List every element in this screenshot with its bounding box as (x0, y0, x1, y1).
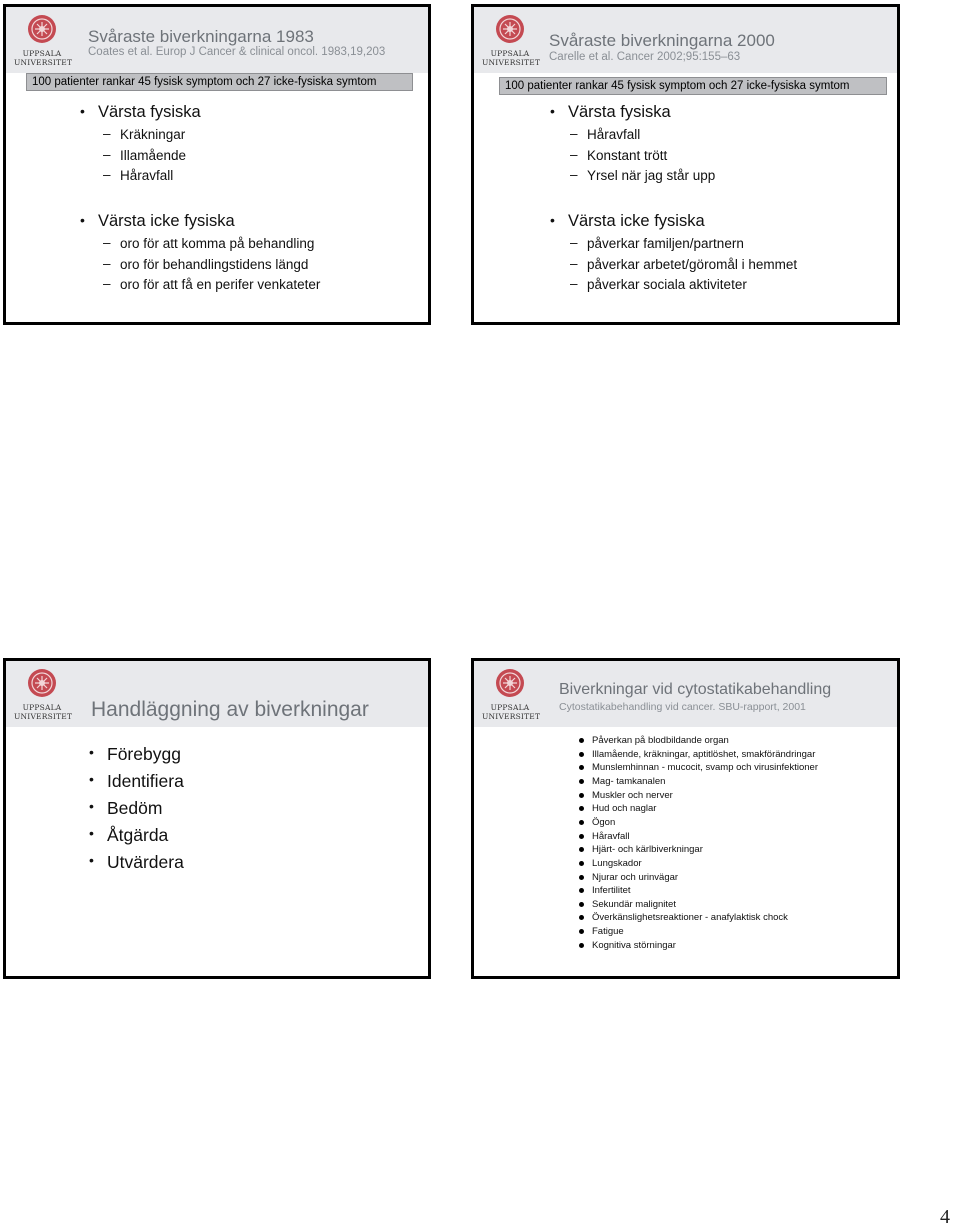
slide-2 (471, 4, 900, 325)
slide-banner: 100 patienter rankar 45 fysisk symptom och 27 icke-fysiska symtom (26, 73, 413, 91)
uppsala-logo (14, 667, 73, 723)
logo-text: UPPSALA UNIVERSITET (14, 49, 73, 67)
uppsala-logo (482, 667, 541, 723)
uppsala-logo (482, 13, 541, 69)
bullet-item: • Identifiera (89, 771, 184, 791)
bullet-icon (579, 902, 584, 907)
bullet-heading: • Värsta icke fysiska (550, 212, 705, 230)
bullet-subitem: – oro för att komma på behandling (103, 235, 315, 251)
list-item: Påverkan på blodbildande organ (592, 735, 729, 746)
slide-1 (3, 4, 431, 325)
slide-title: Biverkningar vid cytostatikabehandling (559, 681, 832, 698)
list-item: Lungskador (592, 858, 642, 869)
list-item: Mag- tamkanalen (592, 776, 665, 787)
bullet-item: • Förebygg (89, 744, 181, 764)
bullet-icon (579, 929, 584, 934)
bullet-subitem: – Håravfall (103, 167, 174, 183)
bullet-heading: • Värsta fysiska (80, 103, 201, 121)
slide-4 (471, 658, 900, 979)
bullet-icon (579, 765, 584, 770)
bullet-icon (579, 847, 584, 852)
page-number: 4 (940, 1206, 950, 1228)
list-item: Illamående, kräkningar, aptitlöshet, smakförändringar (592, 749, 815, 760)
logo-text: UPPSALA UNIVERSITET (14, 703, 73, 721)
bullet-subitem: – påverkar arbetet/göromål i hemmet (570, 256, 798, 272)
bullet-item: • Utvärdera (89, 852, 184, 872)
bullet-icon (579, 834, 584, 839)
list-item: Sekundär malignitet (592, 899, 676, 910)
bullet-icon (579, 806, 584, 811)
bullet-icon (579, 888, 584, 893)
bullet-subitem: – Konstant trött (570, 147, 668, 163)
slide-subtitle: Coates et al. Europ J Cancer & clinical oncol. 1983,19,203 (88, 46, 386, 58)
bullet-subitem: – Yrsel när jag står upp (570, 167, 716, 183)
slide-3 (3, 658, 431, 979)
list-item: Infertilitet (592, 885, 631, 896)
bullet-icon (579, 779, 584, 784)
bullet-icon (579, 738, 584, 743)
slide-title: Svåraste biverkningarna 1983 (88, 27, 314, 46)
uppsala-logo (14, 13, 73, 69)
slide-subtitle: Carelle et al. Cancer 2002;95:155–63 (549, 51, 741, 63)
logo-text: UPPSALA UNIVERSITET (482, 703, 541, 721)
slide-banner: 100 patienter rankar 45 fysisk symptom och 27 icke-fysiska symtom (499, 77, 887, 95)
bullet-subitem: – Kräkningar (103, 126, 186, 142)
bullet-item: • Bedöm (89, 798, 163, 818)
bullet-icon (579, 943, 584, 948)
bullet-icon (579, 915, 584, 920)
slide-subtitle: Cytostatikabehandling vid cancer. SBU-rapport, 2001 (559, 701, 806, 713)
slide-title: Svåraste biverkningarna 2000 (549, 31, 775, 50)
bullet-icon (579, 861, 584, 866)
bullet-subitem: – oro för behandlingstidens längd (103, 256, 309, 272)
university-seal-icon (27, 13, 57, 47)
list-item: Håravfall (592, 831, 630, 842)
university-seal-icon (495, 13, 525, 47)
slide-title: Handläggning av biverkningar (91, 698, 369, 721)
logo-text: UPPSALA UNIVERSITET (482, 49, 541, 67)
list-item: Ögon (592, 817, 615, 828)
bullet-heading: • Värsta icke fysiska (80, 212, 235, 230)
list-item: Hjärt- och kärlbiverkningar (592, 844, 703, 855)
bullet-icon (579, 752, 584, 757)
bullet-item: • Åtgärda (89, 825, 169, 845)
list-item: Munslemhinnan - mucocit, svamp och virusinfektioner (592, 762, 818, 773)
university-seal-icon (495, 667, 525, 701)
list-item: Fatigue (592, 926, 624, 937)
bullet-subitem: – Håravfall (570, 126, 641, 142)
bullet-icon (579, 793, 584, 798)
bullet-heading: • Värsta fysiska (550, 103, 671, 121)
list-item: Överkänslighetsreaktioner - anafylaktisk chock (592, 912, 788, 923)
list-item: Hud och naglar (592, 803, 656, 814)
bullet-icon (579, 820, 584, 825)
bullet-icon (579, 875, 584, 880)
list-item: Kognitiva störningar (592, 940, 676, 951)
bullet-subitem: – påverkar familjen/partnern (570, 235, 744, 251)
bullet-subitem: – oro för att få en perifer venkateter (103, 276, 321, 292)
bullet-subitem: – Illamående (103, 147, 187, 163)
list-item: Njurar och urinvägar (592, 872, 678, 883)
university-seal-icon (27, 667, 57, 701)
bullet-subitem: – påverkar sociala aktiviteter (570, 276, 747, 292)
list-item: Muskler och nerver (592, 790, 673, 801)
